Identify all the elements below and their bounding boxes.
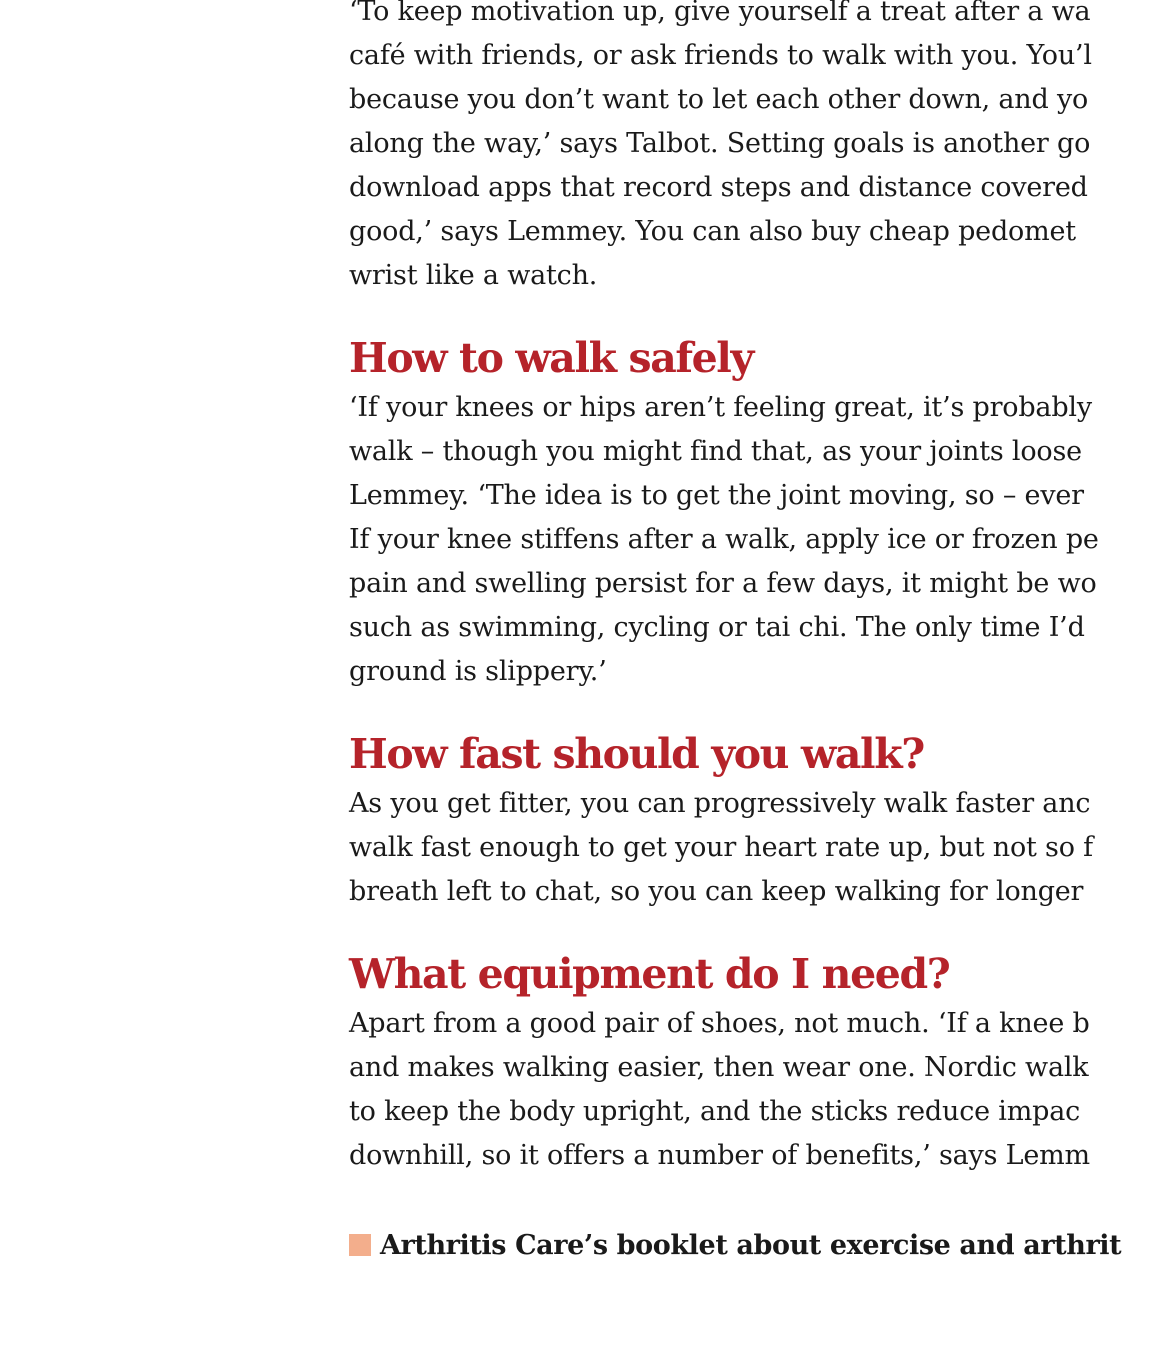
section-line: to keep the body upright, and the sticks reduce impac [349,1096,1081,1127]
intro-line: because you don’t want to let each other down, and yo [349,84,1089,115]
section-line: Lemmey. ‘The idea is to get the joint moving, so – ever [349,480,1084,511]
section-line: Apart from a good pair of shoes, not much. ‘If a knee b [349,1008,1090,1039]
intro-line: wrist like a watch. [349,260,598,291]
section-heading: What equipment do I need? [349,950,950,998]
section-line: ground is slippery.’ [349,656,607,687]
intro-line: download apps that record steps and distance covered [349,172,1088,203]
booklet-note [349,1225,1121,1265]
section-line: pain and swelling persist for a few days, it might be wo [349,568,1097,599]
square-bullet-icon [349,1234,371,1256]
section-line: If your knee stiffens after a walk, apply ice or frozen pe [349,524,1099,555]
section-line: such as swimming, cycling or tai chi. The only time I’d [349,612,1085,643]
section-heading: How to walk safely [349,334,753,382]
section-line: walk fast enough to get your heart rate up, but not so f [349,832,1093,863]
section-line: breath left to chat, so you can keep walking for longer [349,876,1084,907]
section-line: walk – though you might find that, as your joints loose [349,436,1082,467]
intro-line: ‘To keep motivation up, give yourself a treat after a wa [349,0,1091,27]
section-line: ‘If your knees or hips aren’t feeling great, it’s probably [349,392,1092,423]
booklet-note-text: Arthritis Care’s booklet about exercise and arthrit [380,1229,1122,1261]
section-line: and makes walking easier, then wear one. Nordic walk [349,1052,1089,1083]
intro-line: along the way,’ says Talbot. Setting goals is another go [349,128,1091,159]
intro-line: good,’ says Lemmey. You can also buy cheap pedomet [349,216,1076,247]
section-line: downhill, so it offers a number of benefits,’ says Lemm [349,1140,1090,1171]
section-heading: How fast should you walk? [349,730,924,778]
intro-line: café with friends, or ask friends to walk with you. You’l [349,40,1092,71]
section-line: As you get fitter, you can progressively walk faster anc [349,788,1091,819]
